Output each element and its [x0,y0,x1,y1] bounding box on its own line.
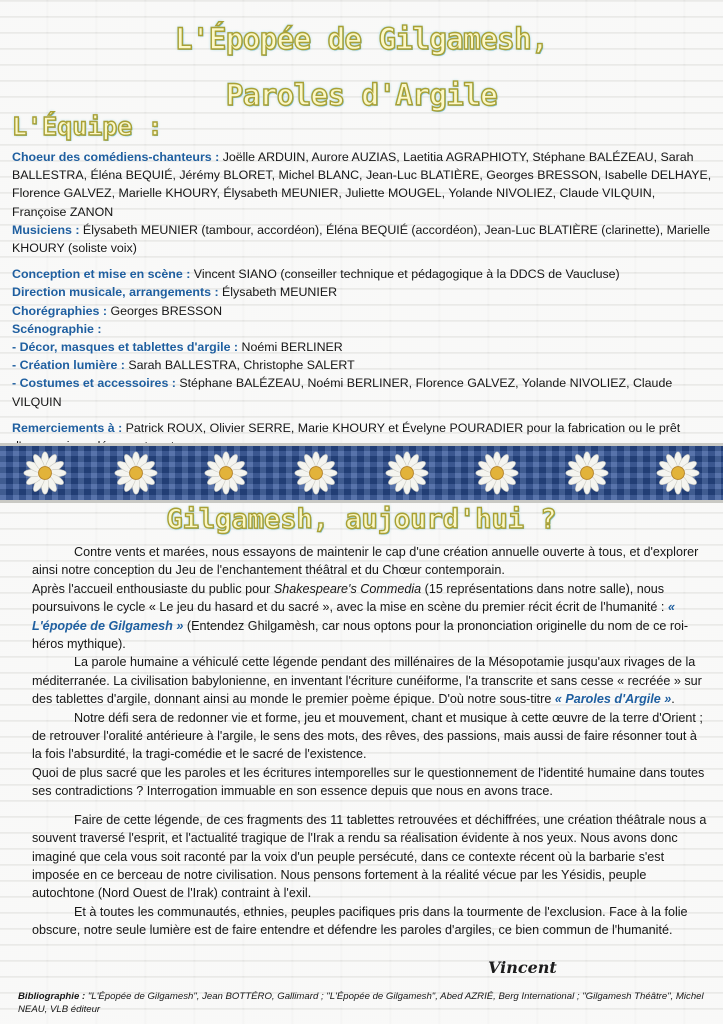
paragraph-2-c: (Entendez Ghilgamèsh, car nous optons pour la prononciation originelle du nom de ce roi-héros mythique). [32,618,689,652]
paragraph-3-a: La parole humaine a véhiculé cette légende pendant des millénaires de la Mésopotamie jusqu'aux rivages de la méditerranée. La civilisation babylonienne, en inventant l'écriture cunéiforme, l'a transcrite et sans cesse « recréée » sur des tablettes d'argile, donnant ainsi au monde le premier poème épique. D'où notre sous-titre [32,655,702,707]
choregraphies-label: Chorégraphies : [12,303,108,318]
lumiere-names: Sarah BALLESTRA, Christophe SALERT [124,358,355,373]
costumes-label: - Costumes et accessoires : [12,376,176,391]
musiciens-label: Musiciens : [12,222,80,237]
decor-names: Noémi BERLINER [238,340,343,355]
presentation-text [32,543,708,940]
choregraphies-credit [12,302,712,320]
daisy-rosette-icon [22,450,68,496]
paragraph-2-b: (15 représentations dans notre salle), nous poursuivons le cycle « Le jeu du hasard et du sacré », avec la mise en scène du premier récit écrit de l'humanité : [32,581,668,615]
choeur-names: Joëlle ARDUIN, Aurore AUZIAS, Laetitia AGRAPHIOTY, Stéphane BALÉZEAU, Sarah BALLESTRA, Éléna BEQUIÉ, Jérémy BLORET, Michel BLANC, Jean-Luc BLATIÈRE, Georges BRESSON, Isabelle DELHAYE, Florence GALVEZ, Marielle KHOURY, Élysabeth MEUNIER, Juliette MOUGEL, Yolande NIVOLIEZ, Claude VILQUIN, Françoise ZANON [12,150,712,219]
daisy-rosette-icon [203,450,249,496]
daisy-rosette-icon [113,450,159,496]
daisy-rosette-icon [655,450,701,496]
choeur-credit [12,148,712,221]
paragraph-3 [32,653,708,708]
conception-names: Vincent SIANO (conseiller technique et pédagogique à la DDCS de Vaucluse) [190,267,620,282]
decor-label: - Décor, masques et tablettes d'argile : [12,340,239,355]
spacer [12,257,712,265]
costumes-credit [12,374,712,410]
daisy-rosette-icon [293,450,339,496]
decor-credit [12,338,712,356]
spacer [12,411,712,419]
paragraph-3-b: . [671,692,675,707]
scenographie-label: Scénographie : [12,321,102,336]
spacer [32,801,708,811]
bibliography [18,990,708,1016]
costumes-names: Stéphane BALÉZEAU, Noémi BERLINER, Florence GALVEZ, Yolande NIVOLIEZ, Claude VILQUIN [12,376,673,409]
lumiere-credit [12,356,712,374]
paragraph-4: Notre défi sera de redonner vie et forme, jeu et mouvement, chant et musique à cette œuvre de la terre d'Orient ; de retrouver l'oralité antérieure à l'argile, le sens des mots, des rêves, des passions, mais aussi de faire résonner tout à la fois l'absurdité, la tragi-comédie et le sacré de l'existence. [32,710,703,762]
main-subtitle: Paroles d'Argile [225,78,498,112]
direction-credit [12,283,712,301]
musiciens-names: Élysabeth MEUNIER (tambour, accordéon), Éléna BEQUIÉ (accordéon), Jean-Luc BLATIÈRE (clarinette), Marielle KHOURY (soliste voix) [12,222,711,256]
paragraph-6: Faire de cette légende, de ces fragments des 11 tablettes retrouvées et déchiffrées, une création théâtrale nous a souvent traversé l'esprit, et l'actualité tragique de l'Irak a rendu sa réalisation évidente à nos yeux. Nous avons donc imaginé que cela vous soit raconté par la voix d'un peuple persécuté, dans ce contexte récent où la barbarie s'est imposée en ce berceau de notre civilisation. Nous pensons fortement à la réalité vécue par les Yésidis, peuple autochtone (Nord Ouest de l'Irak) contraint à l'exil. [32,812,707,901]
mosaic-frieze [0,443,723,503]
paragraph-7: Et à toutes les communautés, ethnies, peuples pacifiques pris dans la tourmente de l'exclusion. Face à la folie obscure, notre seule lumière est de faire entendre et défendre les paroles d'argiles, ce bien commun de l'humanité. [32,904,688,938]
musiciens-credit [12,221,712,257]
daisy-rosette-icon [564,450,610,496]
section-heading-today: Gilgamesh, aujourd'hui ? [166,504,557,535]
credits-block [12,148,712,455]
paragraph-5: Quoi de plus sacré que les paroles et les écritures intemporelles sur le questionnement de l'identité humaine dans toutes ses contradictions ? Interrogation immuable en son essence depuis que nous en avons trace. [32,765,705,799]
lumiere-label: - Création lumière : [12,358,125,373]
team-heading: L'Équipe : [12,112,163,141]
bibliography-text: "L'Épopée de Gilgamesh", Jean BOTTÉRO, Gallimard ; "L'Épopée de Gilgamesh", Abed AZRIÉ, Berg International ; "Gilgamesh Théâtre", Michel NEAU, VLB éditeur [18,991,704,1015]
bibliography-label: Bibliographie : [18,991,86,1002]
paragraph-2 [32,580,708,654]
shakespeare-title: Shakespeare's Commedia [273,581,422,596]
author-signature: Vincent [488,958,557,977]
scenographie-credit [12,320,712,338]
daisy-rosette-icon [384,450,430,496]
direction-label: Direction musicale, arrangements : [12,285,219,300]
conception-label: Conception et mise en scène : [12,267,191,282]
choregraphies-names: Georges BRESSON [107,303,223,318]
play-subtitle: « Paroles d'Argile » [554,692,672,707]
main-title: L'Épopée de Gilgamesh, [174,22,549,56]
paragraph-1: Contre vents et marées, nous essayons de maintenir le cap d'une création annuelle ouverte à tous, et d'explorer ainsi notre conception du Jeu de l'enchantement théâtral et du Chœur contemporain. [32,545,699,578]
direction-names: Élysabeth MEUNIER [218,285,338,300]
remerciements-label: Remerciements à : [12,420,123,435]
choeur-label: Choeur des comédiens-chanteurs : [12,150,220,164]
play-title: « L'épopée de Gilgamesh » [32,600,675,633]
remerciements-names: Patrick ROUX, Olivier SERRE, Marie KHOURY et Évelyne POURADIER pour la fabrication ou le prêt [125,420,681,435]
paragraph-2-a: Après l'accueil enthousiaste du public pour [32,581,274,596]
conception-credit [12,265,712,283]
daisy-rosette-icon [474,450,520,496]
